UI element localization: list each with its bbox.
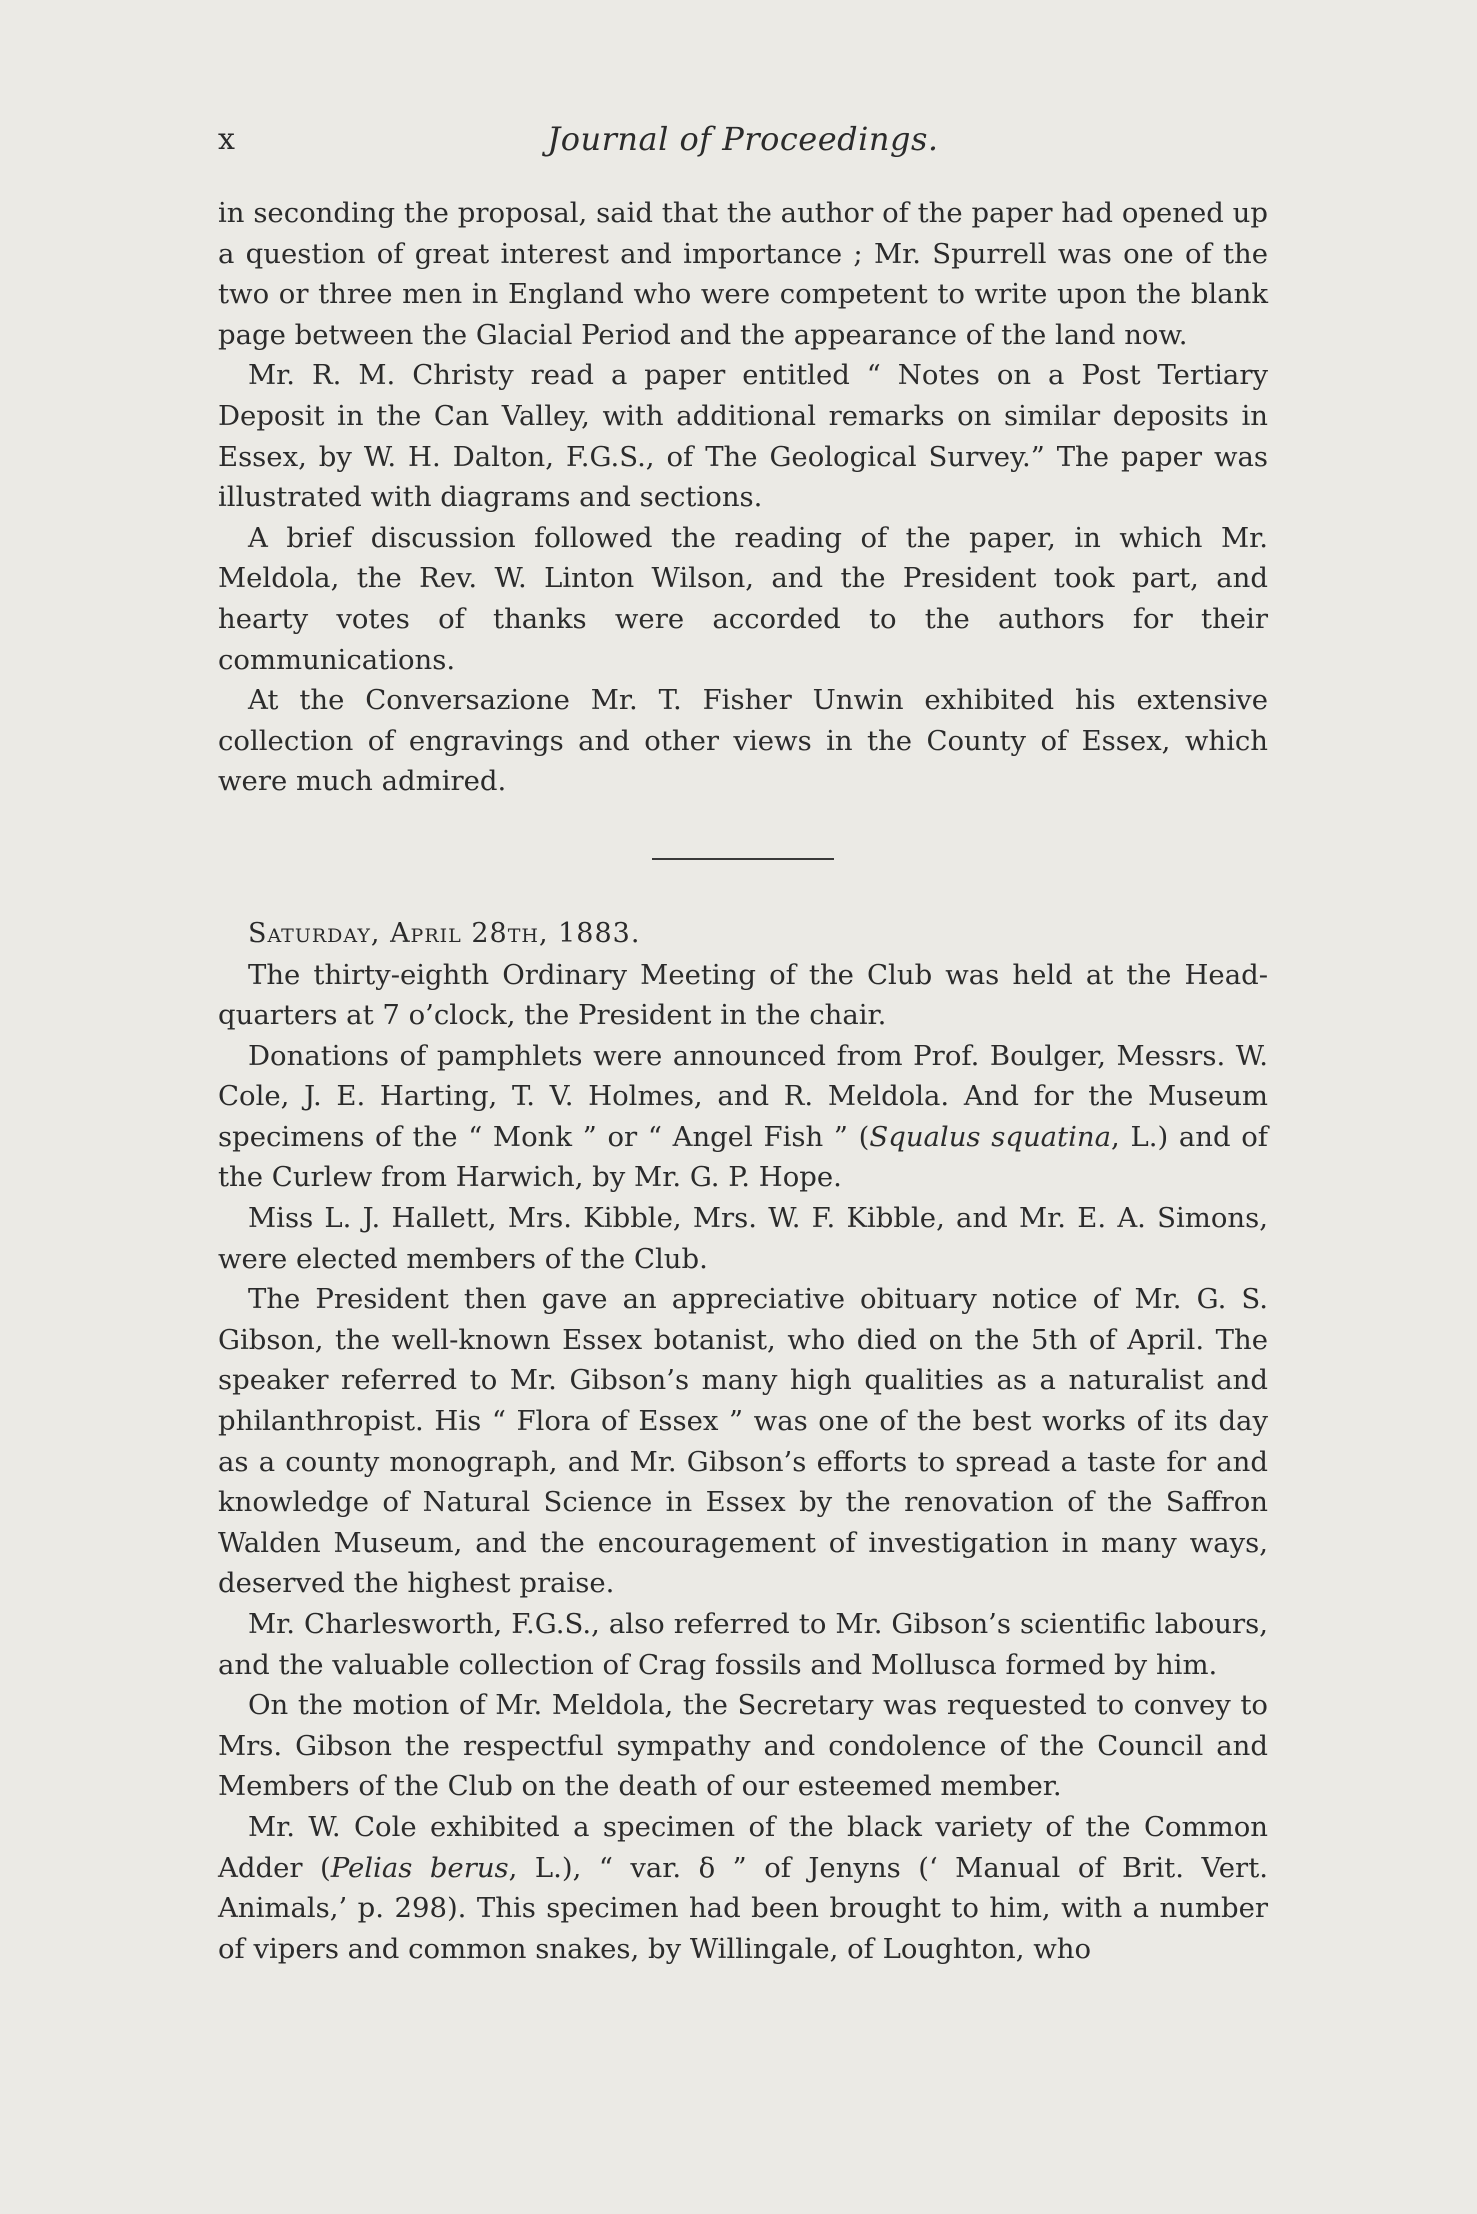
adder-text: Mr. W. Cole exhibited a specimen of the black variety of the Common Adder ( — [218, 1810, 1268, 1884]
paragraph-adder — [218, 1807, 1268, 1969]
paragraph-continuation: in seconding the proposal, said that the author of the paper had opened up a question of great interest and importance ; Mr. Spurrell was one of the two or three men in England who were competent to write upon the blank page between the Glacial Period and the appearance of the land now. — [218, 197, 1268, 351]
paragraph-elections: Miss L. J. Hallett, Mrs. Kibble, Mrs. W. F. Kibble, and Mr. E. A. Simons, were elected members of the Club. — [218, 1202, 1268, 1275]
species-name: Squalus squatina — [869, 1120, 1112, 1153]
page-number: x — [218, 122, 235, 157]
donations-text: Donations of pamphlets were announced from Prof. Boulger, Messrs. W. Cole, J. E. Harting, T. V. Holmes, and R. Meldola. And for the Museum specimens of the “ Monk ” or “ Angel Fish ” ( — [218, 1039, 1268, 1153]
paragraph-obituary: The President then gave an appreciative obituary notice of Mr. G. S. Gibson, the well-known Essex botanist, who died on the 5th of April. The speaker referred to Mr. Gibson’s many high qualities as a naturalist and philanthropist. His “ Flora of Essex ” was one of the best works of its day as a county monograph, and Mr. Gibson’s efforts to spread a taste for and knowledge of Natural Science in Essex by the renovation of the Saffron Walden Museum, and the encouragement of investigation in many ways, deserved the highest praise. — [218, 1283, 1268, 1600]
species-name: Pelias berus — [330, 1851, 509, 1884]
paragraph-meeting: The thirty-eighth Ordinary Meeting of the Club was held at the Head-quarters at 7 o’clock, the President in the chair. — [218, 958, 1268, 1032]
paragraph-donations — [218, 1036, 1268, 1198]
paragraph-charlesworth: Mr. Charlesworth, F.G.S., also referred to Mr. Gibson’s scientific labours, and the valuable collection of Crag fossils and Mollusca formed by him. — [218, 1608, 1268, 1681]
donations-text-end: , L.) and of the Curlew from Harwich, by Mr. G. P. Hope. — [218, 1120, 1268, 1194]
section-divider — [652, 858, 834, 860]
adder-text-end: , L.), “ var. δ ” of Jenyns (‘ Manual of Brit. Vert. Animals,’ p. 298). This specimen had been brought to him, with a number of vipers and common snakes, by Willingale, of Loughton, who — [218, 1851, 1268, 1965]
paragraph-conversazione: At the Conversazione Mr. T. Fisher Unwin exhibited his extensive collection of engravings and other views in the County of Essex, which were much admired. — [218, 684, 1268, 798]
date-heading: Saturday, April 28th, 1883. — [248, 917, 641, 949]
paragraph-discussion: A brief discussion followed the reading of the paper, in which Mr. Meldola, the Rev. W. Linton Wilson, and the President took part, and hearty votes of thanks were accorded to the authors for their communications. — [218, 521, 1268, 676]
body-text — [218, 193, 1268, 1969]
paragraph-condolence: On the motion of Mr. Meldola, the Secretary was requested to convey to Mrs. Gibson the respectful sympathy and condolence of the Council and Members of the Club on the death of our esteemed member. — [218, 1689, 1268, 1803]
paragraph-christy-paper: Mr. R. M. Christy read a paper entitled “ Notes on a Post Tertiary Deposit in the Can Valley, with additional remarks on similar deposits in Essex, by W. H. Dalton, F.G.S., of The Geological Survey.” The paper was illustrated with diagrams and sections. — [218, 359, 1268, 514]
page-header — [218, 120, 1268, 170]
running-title: Journal of Proceedings. — [547, 120, 939, 158]
